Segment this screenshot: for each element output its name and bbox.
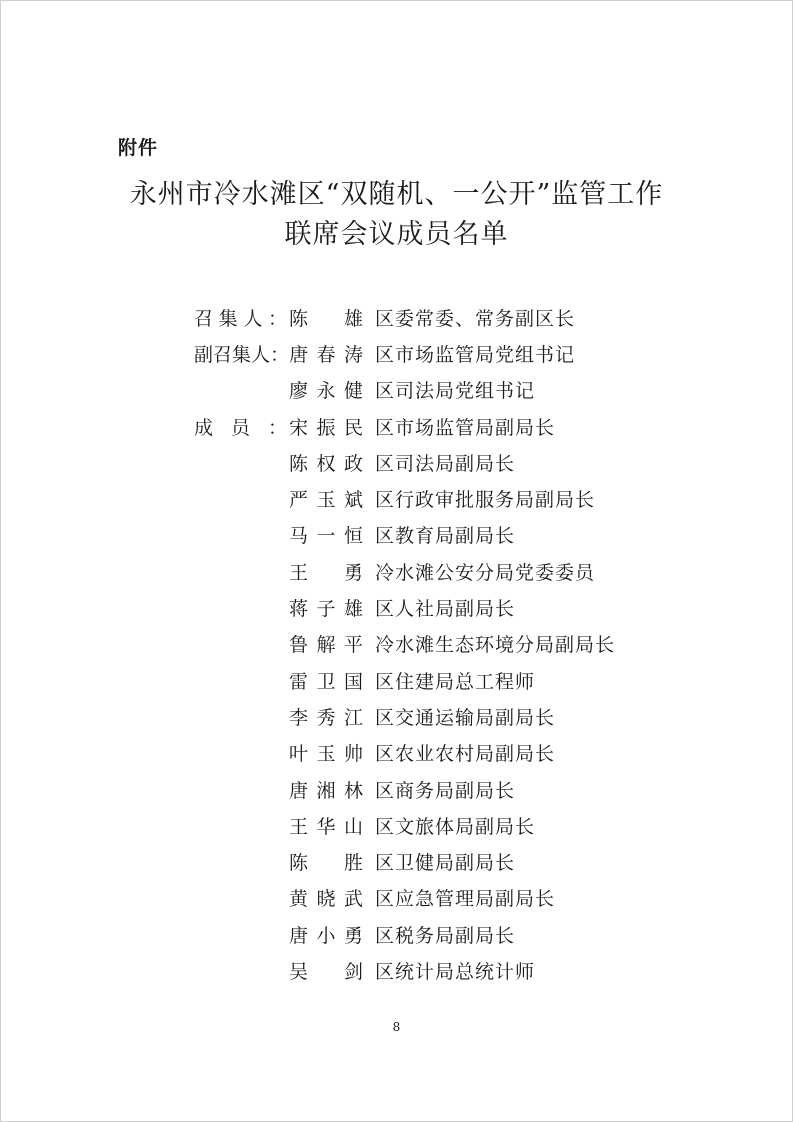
member-name: 雷 卫 国 — [289, 670, 363, 693]
member-name: 陈 胜 — [289, 852, 363, 875]
member-name: 王 勇 — [289, 561, 363, 584]
member-row — [194, 735, 714, 771]
member-role: 副 召 集 人 ： — [194, 343, 290, 366]
member-row — [194, 408, 714, 444]
attachment-label: 附件 — [118, 137, 159, 159]
member-name: 宋 振 民 — [289, 416, 363, 439]
member-row — [194, 698, 714, 734]
member-row — [194, 843, 714, 879]
member-name: 严 玉 斌 — [289, 489, 363, 512]
member-position: 区市场监管局副局长 — [375, 416, 556, 439]
member-row — [194, 952, 714, 988]
member-name: 吴 剑 — [289, 960, 363, 983]
member-position: 区文旅体局副局长 — [375, 815, 536, 838]
member-position: 区税务局副局长 — [375, 924, 516, 947]
member-name: 李 秀 江 — [289, 706, 363, 729]
document-title-line2: 联席会议成员名单 — [284, 219, 509, 250]
member-row — [194, 589, 714, 625]
member-row — [194, 807, 714, 843]
document-title-line1: 永州市冷水滩区“双随机、一公开”监管工作 — [129, 179, 664, 210]
member-position: 区委常委、常务副区长 — [375, 307, 576, 330]
member-name: 王 华 山 — [289, 815, 363, 838]
member-name: 马 一 恒 — [289, 525, 363, 548]
member-position: 区交通运输局副局长 — [375, 706, 556, 729]
member-name: 鲁 解 平 — [289, 634, 363, 657]
member-row — [194, 662, 714, 698]
member-name: 叶 玉 帅 — [289, 743, 363, 766]
member-position: 区应急管理局副局长 — [375, 888, 556, 911]
member-position: 区商务局副局长 — [375, 779, 516, 802]
member-row — [194, 444, 714, 480]
member-row — [194, 335, 714, 371]
member-position: 区行政审批服务局副局长 — [375, 489, 596, 512]
member-name: 唐 春 涛 — [289, 343, 363, 366]
member-name: 蒋 子 雄 — [289, 598, 363, 621]
member-position: 区司法局副局长 — [375, 452, 516, 475]
member-position: 区教育局副局长 — [375, 525, 516, 548]
member-name: 廖 永 健 — [289, 380, 363, 403]
member-position: 区司法局党组书记 — [375, 380, 536, 403]
member-row — [194, 517, 714, 553]
member-role: 召 集 人 ： — [194, 307, 287, 330]
member-name: 黄 晓 武 — [289, 888, 363, 911]
member-position: 区卫健局副局长 — [375, 852, 516, 875]
member-row — [194, 553, 714, 589]
member-name: 陈 权 政 — [289, 452, 363, 475]
member-row — [194, 372, 714, 408]
member-position: 冷水滩生态环境分局副局长 — [375, 634, 616, 657]
member-position: 区农业农村局副局长 — [375, 743, 556, 766]
member-position: 区市场监管局党组书记 — [375, 343, 576, 366]
member-row — [194, 771, 714, 807]
member-role: 成 员 ： — [194, 416, 287, 439]
page-number: 8 — [392, 1020, 401, 1034]
member-list — [194, 299, 714, 989]
member-row — [194, 880, 714, 916]
member-row — [194, 480, 714, 516]
member-name: 陈 雄 — [289, 307, 363, 330]
member-row — [194, 626, 714, 662]
member-name: 唐 湘 林 — [289, 779, 363, 802]
member-row — [194, 299, 714, 335]
member-position: 区住建局总工程师 — [375, 670, 536, 693]
member-row — [194, 916, 714, 952]
member-name: 唐 小 勇 — [289, 924, 363, 947]
member-position: 冷水滩公安分局党委委员 — [375, 561, 596, 584]
member-position: 区人社局副局长 — [375, 598, 516, 621]
member-position: 区统计局总统计师 — [375, 960, 536, 983]
